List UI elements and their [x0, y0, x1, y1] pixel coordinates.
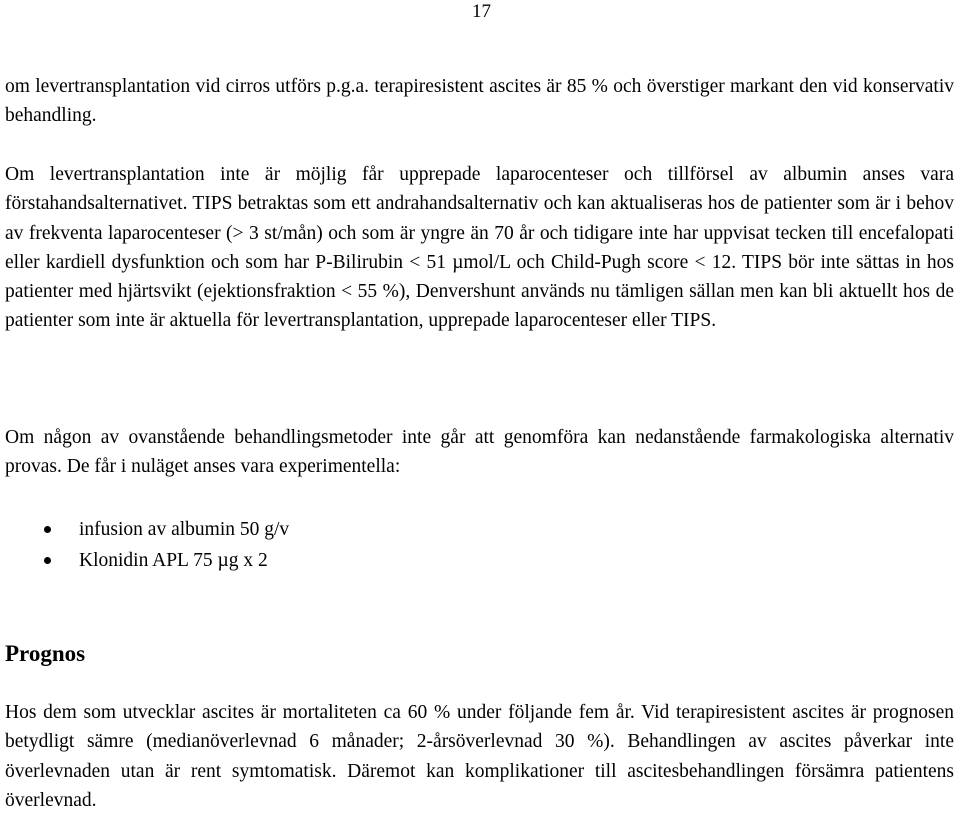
bullet-list — [0, 514, 289, 576]
paragraph-prognosis: Hos dem som utvecklar ascites är mortaliteten ca 60 % under följande fem år. Vid terapiresistent ascites är prognosen betydligt sämre (medianöverlevnad 6 månader; 2-årsöverlevnad 30 %). Behandlingen av ascites påverkar inte överlevnaden utan är rent symtomatisk. Däremot kan komplikationer till ascitesbehandlingen försämra patientens överlevnad. — [5, 702, 954, 811]
bullet-icon — [44, 526, 51, 533]
section-heading-prognos: Prognos — [5, 641, 86, 666]
list-item-text: Klonidin APL 75 µg x 2 — [79, 550, 268, 571]
paragraph-transplant-survival: om levertransplantation vid cirros utförs p.g.a. terapiresistent ascites är 85 % och överstiger markant den vid konservativ behandling. — [5, 76, 954, 127]
paragraph-pharmacological-alternatives: Om någon av ovanstående behandlingsmetoder inte går att genomföra kan nedanstående farmakologiska alternativ provas. De får i nuläget anses vara experimentella: — [5, 427, 954, 478]
list-item — [0, 514, 289, 545]
list-item-text: infusion av albumin 50 g/v — [79, 519, 290, 540]
paragraph-treatment-alternatives: Om levertransplantation inte är möjlig får upprepade laparocenteser och tillförsel av albumin anses vara förstahandsalternativet. TIPS betraktas som ett andrahandsalternativ och kan aktualiseras hos de patienter som är i behov av frekventa laparocenteser (> 3 st/mån) och som är yngre än 70 år och tidigare inte har uppvisat tecken till encefalopati eller kardiell dysfunktion och som har P-Bilirubin < 51 µmol/L och Child-Pugh score < 12. TIPS bör inte sättas in hos patienter med hjärtsvikt (ejektionsfraktion < 55 %), Denvershunt används nu tämligen sällan men kan bli aktuellt hos de patienter som inte är aktuella för levertransplantation, upprepade laparocenteser eller TIPS. — [5, 164, 954, 332]
list-item — [0, 545, 289, 576]
page-number: 17 — [472, 1, 491, 22]
bullet-icon — [44, 557, 51, 564]
